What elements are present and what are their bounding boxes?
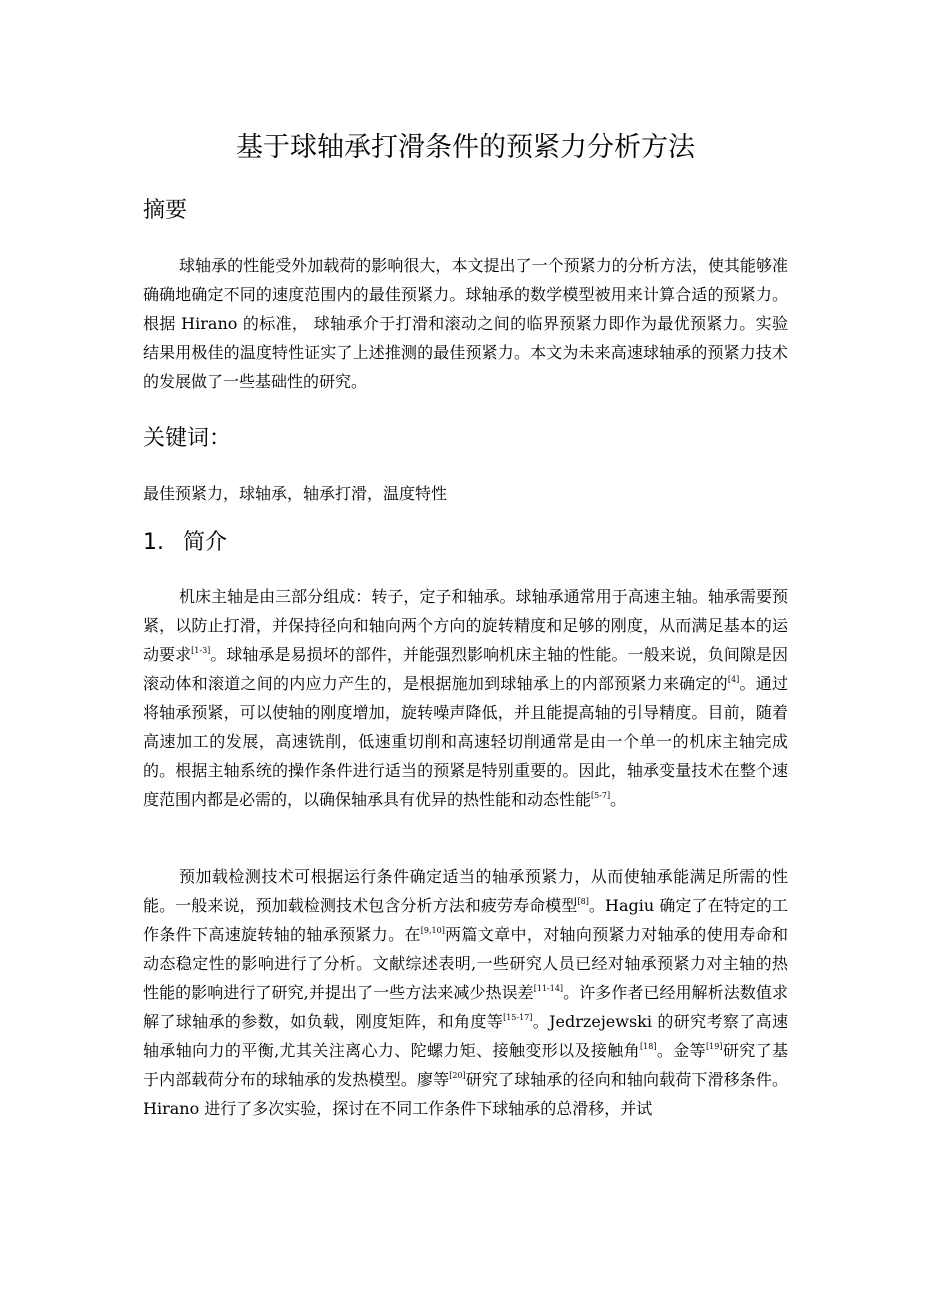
- p2-text-8: 研究了球轴承的径向和轴向载荷下滑移条件。Hirano 进行了多次实验，探讨在不同工作条件下球轴承的总滑移，并试: [143, 1070, 788, 1118]
- citation: [20]: [449, 1071, 466, 1080]
- citation: [19]: [706, 1042, 723, 1051]
- citation: [8]: [577, 897, 589, 906]
- abstract-heading: 摘要: [143, 198, 188, 223]
- section-number: 1.: [143, 530, 164, 555]
- intro-paragraph-1: [143, 582, 788, 814]
- citation: [1-3]: [191, 646, 211, 655]
- citation: [5-7]: [591, 791, 611, 800]
- keywords-heading: 关键词：: [143, 426, 232, 451]
- p2-text-5: 。Jedrzejewski 的研究考察了高速轴承轴向力的平衡,尤其关注离心力、陀螺力矩、接触变形以及接触角: [143, 1012, 788, 1060]
- p2-text-6: 。金等: [656, 1041, 707, 1060]
- citation: [4]: [727, 675, 740, 684]
- p2-text-3: 两篇文章中，对轴向预紧力对轴承的使用寿命和动态稳定性的影响进行了分析。文献综述表明,一些研究人员已经对轴承预紧力对主轴的热性能的影响进行了研究,并提出了一些方法来减少热误差: [143, 925, 788, 1002]
- p1-text-4: 。: [610, 790, 627, 809]
- p2-text-4: 。许多作者已经用解析法数值求解了球轴承的参数，如负载，刚度矩阵，和角度等: [143, 983, 788, 1031]
- citation: [11-14]: [533, 984, 564, 993]
- p2-text-2: 。Hagiu 确定了在特定的工作条件下高速旋转轴的轴承预紧力。在: [143, 896, 788, 944]
- citation: [18]: [640, 1042, 657, 1051]
- keywords-text: 最佳预紧力，球轴承，轴承打滑，温度特性: [143, 484, 448, 503]
- p1-text-3: 。通过将轴承预紧，可以使轴的刚度增加，旋转噪声降低，并且能提高轴的引导精度。目前，随着高速加工的发展，高速铣削，低速重切削和高速轻切削通常是由一个单一的机床主轴完成的。根据主轴系统的操作条件进行适当的预紧是特别重要的。因此，轴承变量技术在整个速度范围内都是必需的，以确保轴承具有优异的热性能和动态性能: [143, 674, 788, 809]
- paper-title: 基于球轴承打滑条件的预紧力分析方法: [236, 132, 695, 163]
- p2-text-1: 预加载检测技术可根据运行条件确定适当的轴承预紧力，从而使轴承能满足所需的性能。一般来说，预加载检测技术包含分析方法和疲劳寿命模型: [143, 867, 788, 915]
- section-1-heading: [143, 527, 227, 559]
- p1-text-2: 。球轴承是易损坏的部件，并能强烈影响机床主轴的性能。一般来说，负间隙是因滚动体和滚道之间的内应力产生的，是根据施加到球轴承上的内部预紧力来确定的: [143, 645, 788, 693]
- p1-text-1: 机床主轴是由三部分组成：转子，定子和轴承。球轴承通常用于高速主轴。轴承需要预紧，以防止打滑，并保持径向和轴向两个方向的旋转精度和足够的刚度，从而满足基本的运动要求: [143, 587, 788, 664]
- intro-paragraph-2: [143, 862, 788, 1123]
- p2-text-7: 研究了基于内部载荷分布的球轴承的发热模型。廖等: [143, 1041, 788, 1089]
- citation: [9,10]: [420, 926, 445, 935]
- citation: [15-17]: [503, 1013, 533, 1022]
- section-title: 简介: [183, 530, 228, 555]
- abstract-text: 球轴承的性能受外加载荷的影响很大，本文提出了一个预紧力的分析方法，使其能够准确确地确定不同的速度范围内的最佳预紧力。球轴承的数学模型被用来计算合适的预紧力。根据 Hirano 的标准， 球轴承介于打滑和滚动之间的临界预紧力即作为最优预紧力。实验结果用极佳的温度特性证实了上述推测的最佳预紧力。本文为未来高速球轴承的预紧力技术的发展做了一些基础性的研究。: [143, 256, 788, 391]
